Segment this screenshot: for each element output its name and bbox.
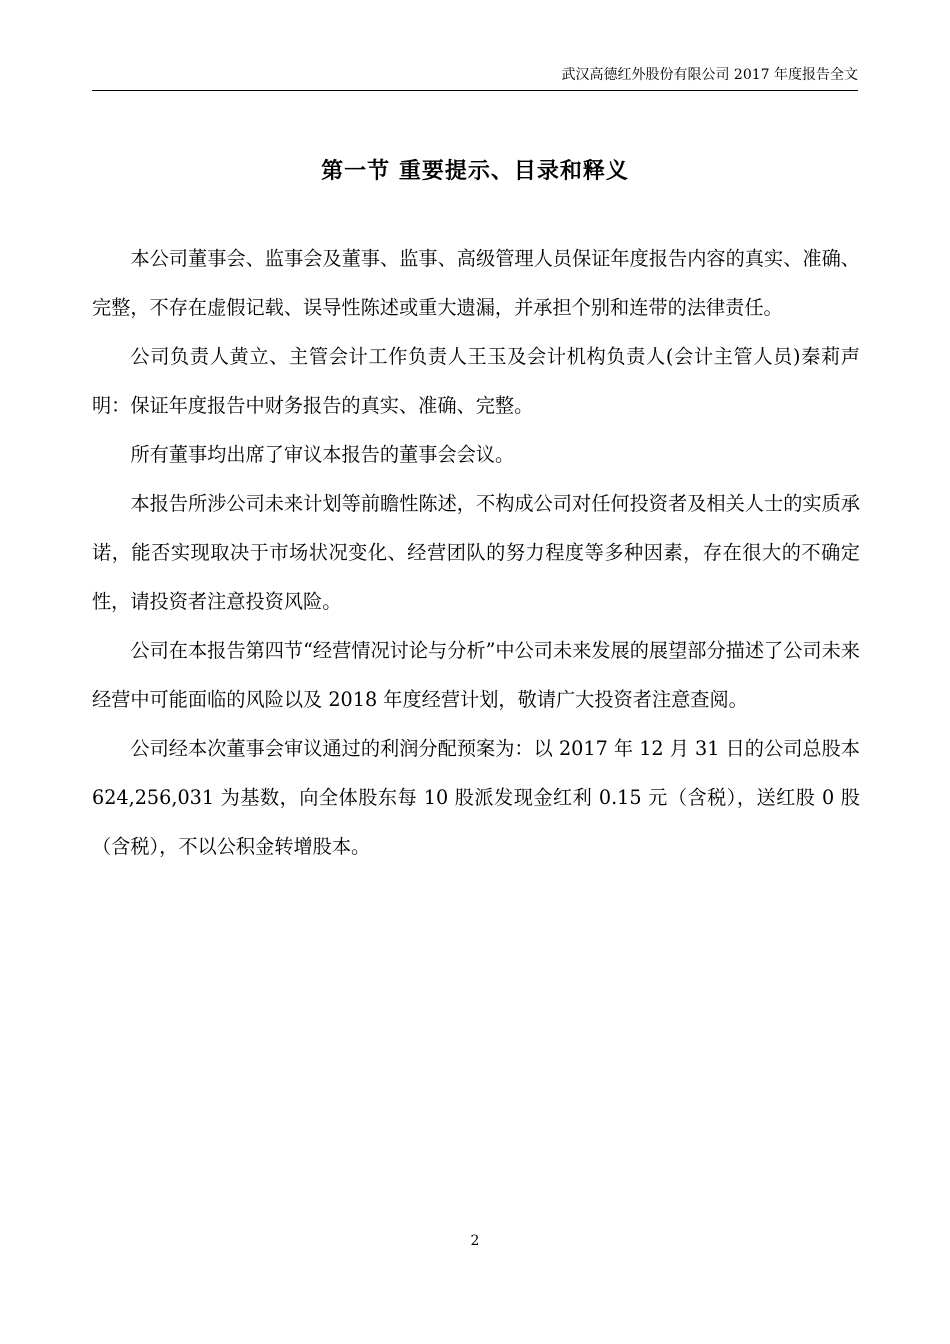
section-title: 第一节 重要提示、目录和释义 <box>321 159 629 184</box>
document-body <box>92 234 860 871</box>
header-title: 武汉高德红外股份有限公司 2017 年度报告全文 <box>561 67 858 83</box>
paragraph-responsible-persons: 公司负责人黄立、主管会计工作负责人王玉及会计机构负责人(会计主管人员)秦莉声明：保证年度报告中财务报告的真实、准确、完整。 <box>92 345 860 417</box>
paragraph-board-guarantee: 本公司董事会、监事会及董事、监事、高级管理人员保证年度报告内容的真实、准确、完整，不存在虚假记载、误导性陈述或重大遗漏，并承担个别和连带的法律责任。 <box>92 247 860 319</box>
paragraph-directors-attendance: 所有董事均出席了审议本报告的董事会会议。 <box>130 443 515 466</box>
paragraph-profit-distribution: 公司经本次董事会审议通过的利润分配预案为：以 2017 年 12 月 31 日的公司总股本 624,256,031 为基数，向全体股东每 10 股派发现金红利 0.15 元（含税），送红股 0 股（含税），不以公积金转增股本。 <box>92 737 860 858</box>
paragraph-risk-reference: 公司在本报告第四节“经营情况讨论与分析”中公司未来发展的展望部分描述了公司未来经营中可能面临的风险以及 2018 年度经营计划，敬请广大投资者注意查阅。 <box>92 639 860 711</box>
paragraph-forward-looking: 本报告所涉公司未来计划等前瞻性陈述，不构成公司对任何投资者及相关人士的实质承诺，能否实现取决于市场状况变化、经营团队的努力程度等多种因素，存在很大的不确定性，请投资者注意投资风险。 <box>92 492 860 613</box>
page-number: 2 <box>470 1233 480 1249</box>
page-header <box>92 64 858 91</box>
